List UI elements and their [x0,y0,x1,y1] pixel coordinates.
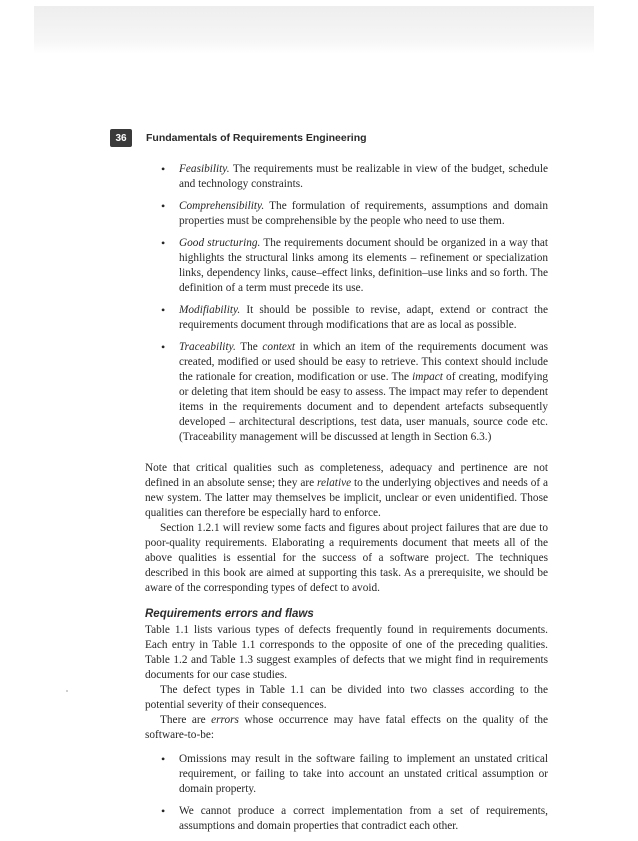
bullet-icon: • [161,303,166,317]
quality-text: The formulation of requirements, assumptions and domain properties must be comprehensible by the people who need to use them. [179,200,548,227]
list-item [157,752,548,797]
list-item-text: Omissions may result in the software failing to implement an unstated critical requirement, or failing to take into account an unstated critical assumption or domain property. [179,753,548,795]
bullet-icon: • [161,162,166,176]
running-title: Fundamentals of Requirements Engineering [146,132,367,144]
bullet-icon: • [161,752,166,766]
bullet-icon: • [161,236,166,250]
scan-artifact-band [34,6,594,54]
quality-text: The requirements document should be organized in a way that highlights the structural links among its elements – refinement or specialization links, dependency links, cause–effect links, definition–use links and so forth. The definition of a term must precede its use. [179,237,549,294]
quality-term: Modifiability. [179,304,241,316]
page-number-badge: 36 [110,129,132,147]
paragraph: Note that critical qualities such as completeness, adequacy and pertinence are not defined in an absolute sense; they are relative to the underlying objectives and needs of a new system. The latter may themselves be implicit, unclear or even unidentified. Those qualities can therefore be especially hard to enforce. [145,462,548,519]
quality-list [145,162,548,445]
emphasis-errors: errors [211,714,239,726]
list-item [157,162,548,192]
paragraph: There are errors whose occurrence may have fatal effects on the quality of the software-to-be: [145,714,548,741]
quality-text: It should be possible to revise, adapt, extend or contract the requirements document through modifications that are as local as possible. [179,304,548,331]
page-body [145,162,548,841]
quality-term: Good structuring. [179,237,261,249]
emphasis-impact: impact [412,371,443,383]
quality-term: Traceability. [179,341,236,353]
bullet-icon: • [161,340,166,354]
section-heading: Requirements errors and flaws [145,608,314,620]
list-item [157,340,548,445]
paragraph: Table 1.1 lists various types of defects frequently found in requirements documents. Each entry in Table 1.1 corresponds to the opposite of one of the preceding qualities. Table 1.2 and Table 1.3 suggest examples of defects that we might find in requirements documents for our case studies. [145,624,548,681]
list-item [157,804,548,834]
paragraph: The defect types in Table 1.1 can be divided into two classes according to the potential severity of their consequences. [145,684,548,711]
quality-text: The [235,341,263,353]
list-item [157,199,548,229]
paragraph: Section 1.2.1 will review some facts and figures about project failures that are due to poor-quality requirements. Elaborating a requirements document that meets all of the above qualities is essential for the success of a software project. The techniques described in this book are aimed at supporting this task. As a prerequisite, we should be aware of the corresponding types of defect to avoid. [145,522,548,594]
page-header [110,128,367,148]
quality-text: The requirements must be realizable in view of the budget, schedule and technology constraints. [179,163,548,190]
error-list [145,752,548,834]
bullet-icon: • [161,199,166,213]
quality-text: of creating, modifying or deleting that item should be easy to assess. The impact may refer to dependent items in the requirements document and to dependent artefacts subsequently developed – architectural descriptions, test data, user manuals, source code etc. (Traceability management will be discussed at length in Section 6.3.) [179,371,548,443]
emphasis-relative: relative [317,477,352,489]
emphasis-context: context [262,341,296,353]
quality-term: Feasibility. [179,163,230,175]
list-item [157,303,548,333]
bullet-icon: • [161,804,166,818]
quality-term: Comprehensibility. [179,200,265,212]
list-item [157,236,548,296]
scan-speck [66,690,68,692]
quality-text: in which an item of the requirements document was created, modified or used should be easy to retrieve. This context should include the rationale for creation, modification or use. The [179,341,548,383]
list-item-text: We cannot produce a correct implementation from a set of requirements, assumptions and domain properties that contradict each other. [179,805,548,832]
